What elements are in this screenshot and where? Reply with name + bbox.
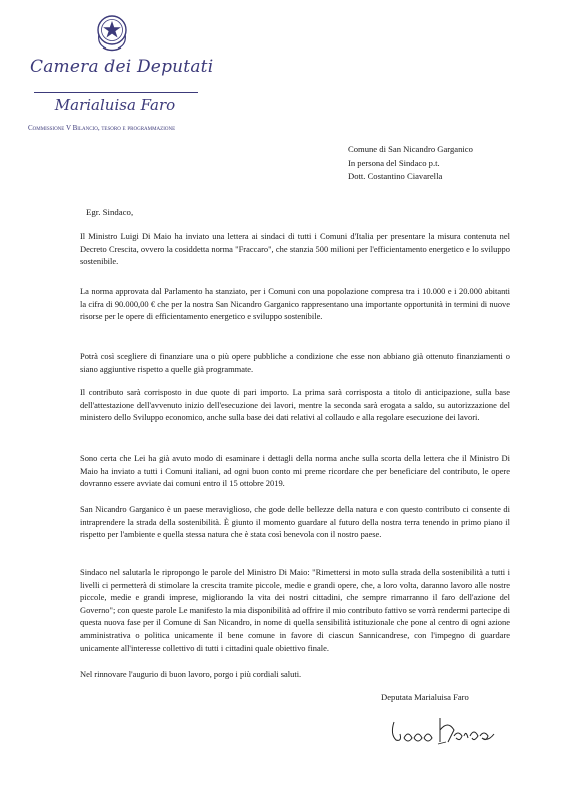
- body-paragraph: San Nicandro Garganico è un paese meraviglioso, che gode delle bellezze della natura e con questo contributo ci consente di intraprendere la strada della sostenibilità. È giunto il momento guardare al futuro della nostra terra tenendo in primo piano il rispetto per l'ambiente e quella stessa natura che è stata così benevola con il nostro paese.: [80, 504, 510, 540]
- body-paragraph: Il Ministro Luigi Di Maio ha inviato una lettera ai sindaci di tutti i Comuni d'Italia per presentare la misura contenuta nel Decreto Crescita, ovvero la cosiddetta norma "Fraccaro", che stanzia 500 milioni per l'efficientamento energetico e lo sviluppo sostenibile.: [80, 231, 510, 267]
- italian-republic-emblem-icon: [94, 10, 130, 54]
- letterhead-commission: Commissione V Bilancio, tesoro e programmazione: [28, 124, 176, 132]
- body-paragraph: La norma approvata dal Parlamento ha stanziato, per i Comuni con una popolazione compresa tra i 10.000 e i 20.000 abitanti la cifra di 90.000,00 € che per la nostra San Nicandro Garganico rappresentano una importante opportunità in termini di nuove risorse per le opere di efficientamento energetico e sviluppo sostenibile.: [80, 286, 510, 322]
- letterhead-member-name: Marialuisa Faro: [54, 96, 176, 114]
- letterhead-divider: [34, 92, 198, 93]
- handwritten-signature: [388, 712, 498, 750]
- recipient-line: In persona del Sindaco p.t.: [348, 157, 440, 168]
- recipient-block: [348, 143, 558, 184]
- body-paragraph: Sindaco nel salutarla le ripropongo le parole del Ministro Di Maio: "Rimettersi in moto sulla strada della sostenibilità a tutti i livelli ci permetterà di stimolare la crescita tramite piccole, medie e grandi opere, che, a loro volta, daranno lavoro alle nostre piccole, medie e grandi imprese, migliorando la vita dei nostri cittadini, che sempre rimarranno il faro dell'azione del Governo"; con queste parole Le manifesto la mia disponibilità ad offrire il mio contributo fattivo se vorrà rendermi partecipe di questa nuova fase per il Comune di San Nicandro, in nome di quella sensibilità istituzionale che pone al centro di ogni azione amministrativa o politica unicamente il bene comune in favore di ciascun Sannicandrese, con l'impegno di guardare unicamente all'interesse collettivo di tutti i cittadini quale obiettivo finale.: [80, 567, 510, 653]
- signatory-name: Deputata Marialuisa Faro: [381, 692, 469, 702]
- salutation: Egr. Sindaco,: [86, 207, 134, 217]
- closing-paragraph: Nel rinnovare l'augurio di buon lavoro, porgo i più cordiali saluti.: [80, 669, 302, 679]
- body-paragraph: Potrà così scegliere di finanziare una o più opere pubbliche a condizione che esse non abbiano già ottenuto finanziamenti o siano aggiuntive rispetto a quelle già programmate.: [80, 351, 510, 374]
- letterhead-institution: Camera dei Deputati: [30, 57, 214, 77]
- recipient-line: Comune di San Nicandro Garganico: [348, 144, 473, 154]
- recipient-line: Dott. Costantino Ciavarella: [348, 171, 443, 181]
- body-paragraph: Sono certa che Lei ha già avuto modo di esaminare i dettagli della norma anche sulla scorta della lettera che il Ministro Di Maio ha inviato a tutti i Comuni italiani, ad ogni buon conto mi preme ricordare che per beneficiare del contributo, le opere dovranno essere avviate dai comuni entro il 15 ottobre 2019.: [80, 453, 510, 489]
- body-paragraph: Il contributo sarà corrisposto in due quote di pari importo. La prima sarà corrisposta a titolo di anticipazione, sulla base dell'attestazione dell'avvenuto inizio dell'esecuzione dei lavori, mentre la seconda sarà erogata a saldo, su autorizzazione del ministero dello Sviluppo economico, anche sulla base dei dati relativi al collaudo e alla regolare esecuzione dei lavori.: [80, 387, 510, 423]
